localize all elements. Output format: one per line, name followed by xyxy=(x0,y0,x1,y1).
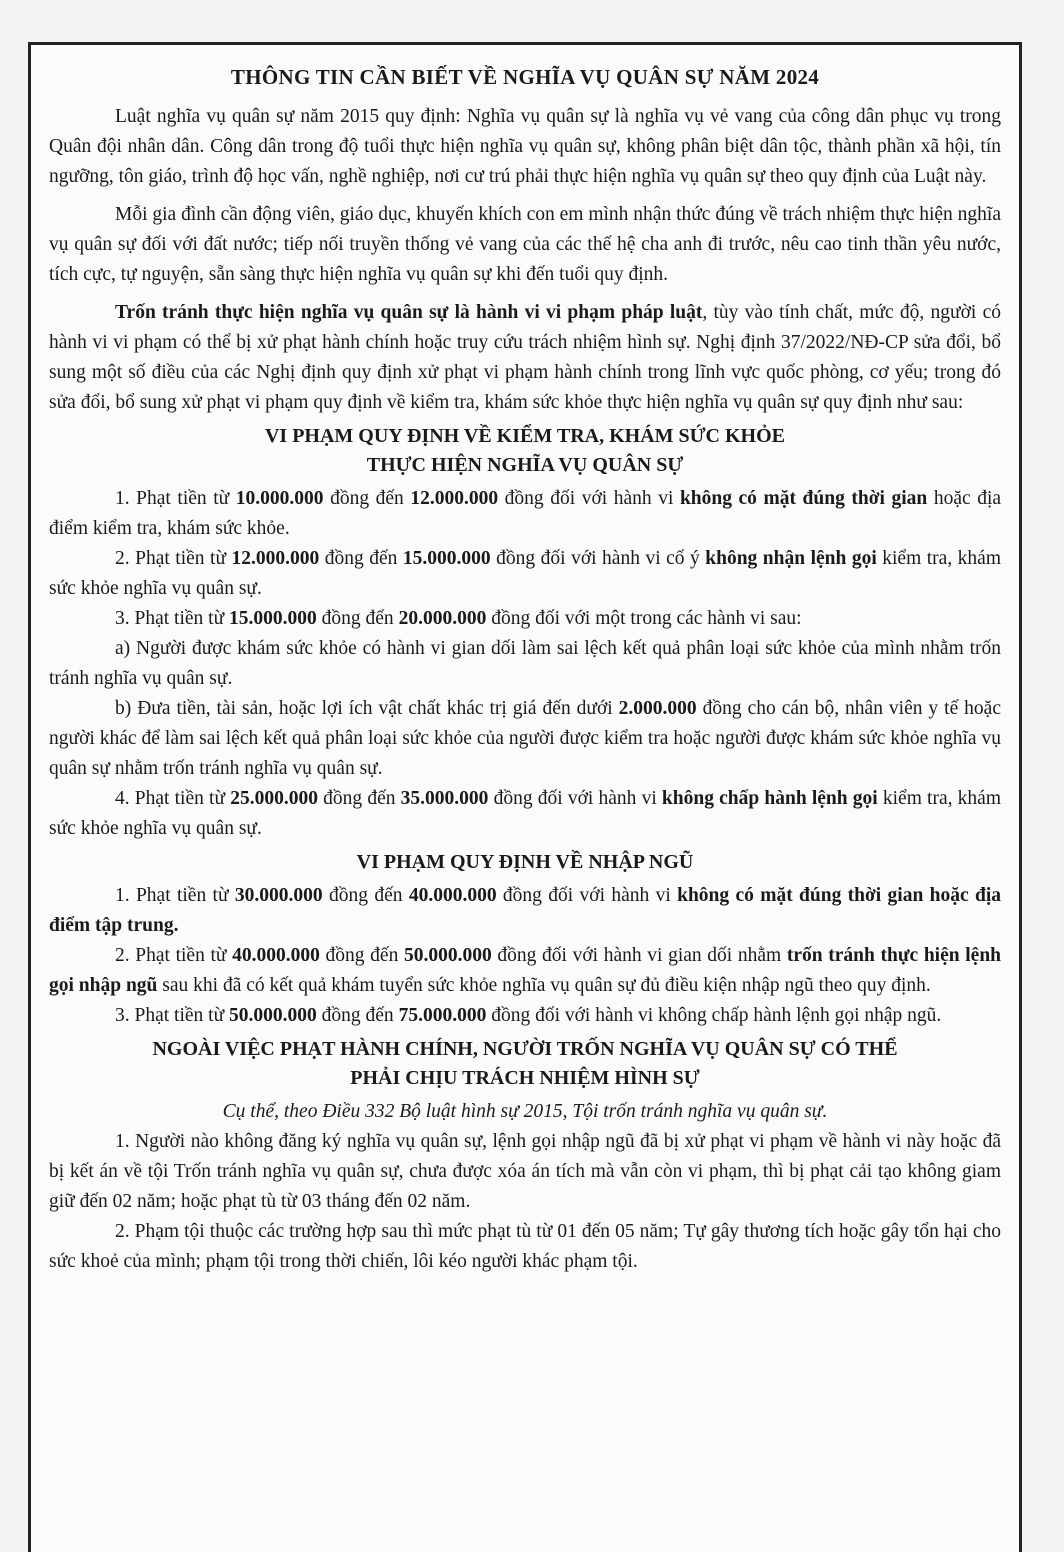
fine-amount: 15.000.000 xyxy=(229,608,317,629)
item-text: 3. Phạt tiền từ xyxy=(115,608,230,629)
item-text: b) Đưa tiền, tài sản, hoặc lợi ích vật chất khác trị giá đến dưới xyxy=(115,698,619,719)
item-text: 1. Phạt tiền từ xyxy=(115,885,235,906)
evasion-paragraph xyxy=(49,298,1001,418)
section-2-heading xyxy=(49,848,1001,877)
fine-amount: 10.000.000 xyxy=(235,488,324,509)
fine-amount: 40.000.000 xyxy=(408,885,497,906)
item-text: kiểm tra, khám sức khỏe nghĩa vụ quân sự. xyxy=(49,788,1001,839)
section-1-item-2 xyxy=(49,544,1001,604)
item-text: đồng đối với hành vi xyxy=(496,885,678,906)
fine-amount: 2.000.000 xyxy=(618,698,697,719)
section-1-item-4 xyxy=(49,784,1001,844)
section-3-heading xyxy=(49,1035,1001,1093)
evasion-bold-text: Trốn tránh thực hiện nghĩa vụ quân sự là hành vi vi phạm pháp luật xyxy=(115,302,703,323)
item-text: đồng đến xyxy=(319,945,404,966)
section-1-item-3a: a) Người được khám sức khỏe có hành vi gian dối làm sai lệch kết quả phân loại sức khỏe của mình nhằm trốn tránh nghĩa vụ quân sự. xyxy=(49,638,1001,689)
fine-amount: 35.000.000 xyxy=(400,788,489,809)
violation-bold: trốn tránh thực hiện lệnh gọi nhập ngũ xyxy=(49,945,1002,996)
section-1-heading-line-2: THỰC HIỆN NGHĨA VỤ QUÂN SỰ xyxy=(366,454,684,476)
fine-amount: 15.000.000 xyxy=(402,548,491,569)
item-text: đồng đến xyxy=(316,1005,399,1026)
item-text: đồng đến xyxy=(322,885,409,906)
violation-bold: không có mặt đúng thời gian xyxy=(679,488,928,509)
section-3-item-2: 2. Phạm tội thuộc các trường hợp sau thì mức phạt tù từ 01 đến 05 năm; Tự gây thương tích hoặc gây tổn hại cho sức khoẻ của mình; phạm tội trong thời chiến, lôi kéo người khác phạm tội. xyxy=(49,1221,1001,1272)
item-text: đồng đối với hành vi xyxy=(488,788,662,809)
section-1-item-3 xyxy=(49,604,1001,634)
fine-amount: 50.000.000 xyxy=(403,945,492,966)
item-text: đồng đối với hành vi xyxy=(498,488,680,509)
item-text: 2. Phạt tiền từ xyxy=(115,548,232,569)
item-text: hoặc địa điểm kiểm tra, khám sức khỏe. xyxy=(49,488,1002,539)
item-text: đồng cho cán bộ, nhân viên y tế hoặc người khác để làm sai lệch kết quả phân loại sức khỏe của người được kiểm tra hoặc người được khám sức khỏe nghĩa vụ quân sự nhằm trốn tránh nghĩa vụ quân sự. xyxy=(49,698,1001,779)
section-3-heading-line-1: NGOÀI VIỆC PHẠT HÀNH CHÍNH, NGƯỜI TRỐN NGHĨA VỤ QUÂN SỰ CÓ THỂ xyxy=(152,1038,898,1060)
fine-amount: 20.000.000 xyxy=(398,608,487,629)
violation-bold: không nhận lệnh gọi xyxy=(705,548,877,569)
item-text: đồng đến xyxy=(323,488,411,509)
section-1-item-1 xyxy=(49,484,1001,544)
item-text: 2. Phạt tiền từ xyxy=(115,945,233,966)
fine-amount: 12.000.000 xyxy=(231,548,320,569)
item-text: đồng đến xyxy=(317,788,401,809)
item-text: 4. Phạt tiền từ xyxy=(115,788,231,809)
document-title: THÔNG TIN CẦN BIẾT VỀ NGHĨA VỤ QUÂN SỰ NĂM 2024 xyxy=(230,65,820,89)
item-text: đồng đến xyxy=(319,548,403,569)
item-text: đồng đối với hành vi cố ý xyxy=(490,548,706,569)
section-1-item-3b xyxy=(49,694,1001,784)
section-3-item-1: 1. Người nào không đăng ký nghĩa vụ quân sự, lệnh gọi nhập ngũ đã bị xử phạt vi phạm về hành vi này hoặc đã bị kết án về tội Trốn tránh nghĩa vụ quân sự, chưa được xóa án tích mà vẫn còn vi phạm, thì bị phạt cải tạo không giam giữ đến 02 năm; hoặc phạt tù từ 03 tháng đến 02 năm. xyxy=(49,1131,1001,1212)
intro-paragraph-2: Mỗi gia đình cần động viên, giáo dục, khuyến khích con em mình nhận thức đúng về trách nhiệm thực hiện nghĩa vụ quân sự đối với đất nước; tiếp nối truyền thống vẻ vang của các thế hệ cha anh đi trước, nêu cao tinh thần yêu nước, tích cực, tự nguyện, sẵn sàng thực hiện nghĩa vụ quân sự khi đến tuổi quy định. xyxy=(49,204,1001,285)
evasion-text: , tùy vào tính chất, mức độ, người có hành vi vi phạm có thể bị xử phạt hành chính hoặc truy cứu trách nhiệm hình sự. Nghị định 37/2022/NĐ-CP sửa đổi, bổ sung một số điều của các Nghị định quy định xử phạt vi phạm hành chính trong lĩnh vực quốc phòng, cơ yếu; trong đó sửa đổi, bổ sung xử phạt vi phạm quy định về kiểm tra, khám sức khỏe thực hiện nghĩa vụ quân sự quy định như sau: xyxy=(49,302,1001,413)
item-text: đồng đối với một trong các hành vi sau: xyxy=(486,608,802,629)
intro-paragraph-1: Luật nghĩa vụ quân sự năm 2015 quy định: Nghĩa vụ quân sự là nghĩa vụ vẻ vang của công dân phục vụ trong Quân đội nhân dân. Công dân trong độ tuổi thực hiện nghĩa vụ quân sự, không phân biệt dân tộc, thành phần xã hội, tín ngưỡng, tôn giáo, trình độ học vấn, nghề nghiệp, nơi cư trú phải thực hiện nghĩa vụ quân sự theo quy định của Luật này. xyxy=(49,106,1001,187)
section-1-heading xyxy=(49,422,1001,480)
item-text: 3. Phạt tiền từ xyxy=(115,1005,230,1026)
section-1-heading-line-1: VI PHẠM QUY ĐỊNH VỀ KIỂM TRA, KHÁM SỨC KHỎE xyxy=(264,425,786,447)
section-3-heading-line-2: PHẢI CHỊU TRÁCH NHIỆM HÌNH SỰ xyxy=(350,1067,700,1089)
fine-amount: 40.000.000 xyxy=(232,945,320,966)
item-text: đồng đến xyxy=(316,608,399,629)
fine-amount: 30.000.000 xyxy=(234,885,323,906)
fine-amount: 50.000.000 xyxy=(229,1005,317,1026)
section-2-item-3 xyxy=(49,1001,1001,1031)
violation-bold: không chấp hành lệnh gọi xyxy=(661,788,878,809)
section-2-heading-line: VI PHẠM QUY ĐỊNH VỀ NHẬP NGŨ xyxy=(356,851,694,873)
item-text: sau khi đã có kết quả khám tuyển sức khỏe nghĩa vụ quân sự đủ điều kiện nhập ngũ theo quy định. xyxy=(157,975,931,996)
item-text: đồng đối với hành vi không chấp hành lệnh gọi nhập ngũ. xyxy=(486,1005,942,1026)
fine-amount: 25.000.000 xyxy=(230,788,318,809)
item-text: 1. Phạt tiền từ xyxy=(115,488,236,509)
fine-amount: 12.000.000 xyxy=(410,488,499,509)
violation-bold: không có mặt đúng thời gian hoặc địa điểm tập trung. xyxy=(49,885,1002,936)
item-text: kiểm tra, khám sức khỏe nghĩa vụ quân sự. xyxy=(49,548,1002,599)
fine-amount: 75.000.000 xyxy=(398,1005,487,1026)
document-frame xyxy=(28,42,1022,1552)
section-2-item-1 xyxy=(49,881,1001,941)
item-text: đồng đối với hành vi gian dối nhằm xyxy=(491,945,787,966)
section-3-citation: Cụ thể, theo Điều 332 Bộ luật hình sự 2015, Tội trốn tránh nghĩa vụ quân sự. xyxy=(222,1101,828,1122)
section-2-item-2 xyxy=(49,941,1001,1001)
